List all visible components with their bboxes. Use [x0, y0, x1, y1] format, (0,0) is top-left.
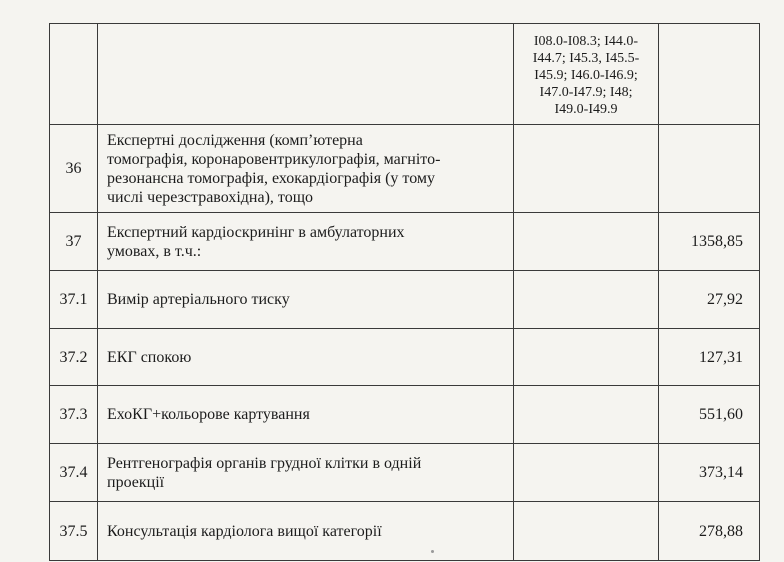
- diagnosis-code-cell: [514, 502, 659, 561]
- table-row: [50, 502, 760, 561]
- service-name-line: Рентгенографія органів грудної клітки в одній: [107, 454, 422, 472]
- diagnosis-code-cell: [514, 386, 659, 444]
- price-cell: 27,92: [659, 271, 760, 329]
- row-number-cell: [50, 24, 98, 125]
- table-row: [50, 444, 760, 502]
- price-cell: 127,31: [659, 329, 760, 386]
- service-name-line: томографія, коронаровентрикулографія, магніто-: [107, 150, 441, 168]
- service-name-line: числі черезстравохідна), тощо: [107, 188, 314, 206]
- table-row: [50, 271, 760, 329]
- table-row: [50, 24, 760, 125]
- service-name-cell: Вимір артеріального тиску: [98, 271, 514, 329]
- row-number-cell: 37: [50, 213, 98, 271]
- service-name-cell: [98, 24, 514, 125]
- code-line: I44.7; I45.3, I45.5-: [532, 51, 640, 66]
- price-cell: 278,88: [659, 502, 760, 561]
- price-cell: 373,14: [659, 444, 760, 502]
- price-cell: 551,60: [659, 386, 760, 444]
- price-cell: [659, 24, 760, 125]
- service-name-cell: Консультація кардіолога вищої категорії: [98, 502, 514, 561]
- diagnosis-code-cell: [514, 24, 659, 125]
- service-name-line: Експертні дослідження (комп’ютерна: [107, 131, 363, 149]
- row-number-cell: 36: [50, 125, 98, 213]
- price-cell: 1358,85: [659, 213, 760, 271]
- service-name-cell: ЕхоКГ+кольорове картування: [98, 386, 514, 444]
- table-row: [50, 329, 760, 386]
- row-number-cell: 37.1: [50, 271, 98, 329]
- service-name-line: резонансна томографія, ехокардіографія (у тому: [107, 169, 436, 187]
- service-name-cell: [98, 213, 514, 271]
- row-number-cell: 37.2: [50, 329, 98, 386]
- service-name-line: умовах, в т.ч.:: [107, 242, 202, 260]
- row-number-cell: 37.4: [50, 444, 98, 502]
- service-name-line: Експертний кардіоскринінг в амбулаторних: [107, 223, 405, 241]
- diagnosis-code-cell: [514, 125, 659, 213]
- code-line: I45.9; I46.0-I46.9;: [534, 68, 638, 83]
- row-number-cell: 37.5: [50, 502, 98, 561]
- price-cell: [659, 125, 760, 213]
- service-name-cell: [98, 444, 514, 502]
- table-row: [50, 386, 760, 444]
- table-row: [50, 125, 760, 213]
- diagnosis-code-cell: [514, 213, 659, 271]
- code-line: I08.0-I08.3; I44.0-: [533, 34, 639, 49]
- scan-speck: [431, 550, 434, 553]
- service-name-cell: ЕКГ спокою: [98, 329, 514, 386]
- tariff-table: [49, 23, 760, 561]
- code-line: I47.0-I47.9; I48;: [539, 85, 633, 100]
- service-name-cell: [98, 125, 514, 213]
- diagnosis-code-cell: [514, 329, 659, 386]
- diagnosis-code-cell: [514, 271, 659, 329]
- row-number-cell: 37.3: [50, 386, 98, 444]
- code-line: I49.0-I49.9: [554, 102, 618, 117]
- service-name-line: проекції: [107, 473, 165, 491]
- table-row: [50, 213, 760, 271]
- diagnosis-code-cell: [514, 444, 659, 502]
